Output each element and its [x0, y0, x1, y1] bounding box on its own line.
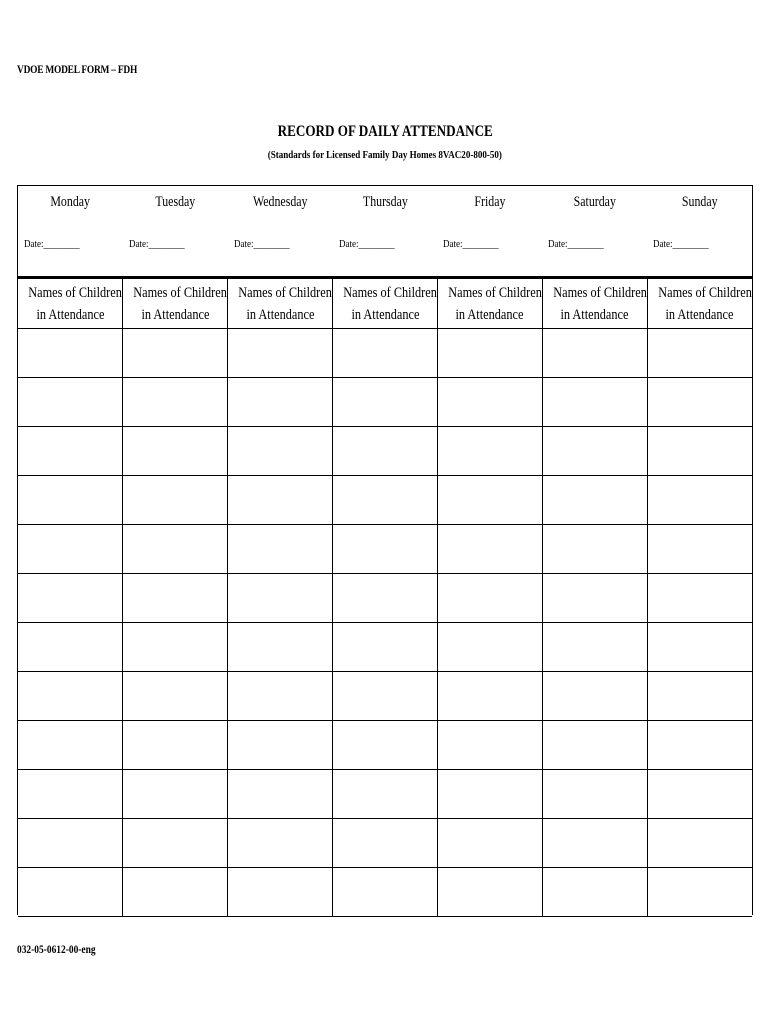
attendance-cell[interactable]	[647, 427, 752, 476]
day-name	[542, 194, 647, 211]
column-header-line1: Names of Children	[448, 284, 542, 301]
table-row	[18, 770, 752, 819]
page-subtitle-text: (Standards for Licensed Family Day Homes 8VAC20-800-50)	[267, 149, 503, 161]
day-column-tuesday	[123, 186, 228, 276]
attendance-cell[interactable]	[123, 378, 228, 427]
attendance-cell[interactable]	[647, 329, 752, 378]
date-field[interactable]	[129, 238, 197, 250]
attendance-cell[interactable]	[18, 819, 123, 868]
attendance-cell[interactable]	[333, 574, 438, 623]
attendance-cell[interactable]	[333, 329, 438, 378]
attendance-cell[interactable]	[18, 378, 123, 427]
day-name-text: Monday	[50, 194, 91, 210]
column-header	[228, 279, 333, 329]
table-row	[18, 329, 752, 378]
date-field[interactable]	[24, 238, 92, 250]
date-field-label: Date:________	[24, 238, 80, 250]
attendance-cell[interactable]	[228, 770, 333, 819]
column-header-line1: Names of Children	[238, 284, 333, 301]
day-column-monday	[18, 186, 123, 276]
form-code: VDOE MODEL FORM – FDH	[17, 64, 138, 76]
attendance-cell[interactable]	[18, 476, 123, 525]
day-name-text: Sunday	[681, 194, 718, 210]
attendance-cell[interactable]	[333, 427, 438, 476]
column-header-line2: in Attendance	[455, 306, 524, 323]
attendance-cell[interactable]	[228, 721, 333, 770]
day-name	[333, 194, 438, 211]
attendance-cell[interactable]	[123, 721, 228, 770]
table-row	[18, 525, 752, 574]
column-header-line2: in Attendance	[665, 306, 734, 323]
day-name-text: Saturday	[573, 194, 616, 210]
attendance-cell[interactable]	[123, 476, 228, 525]
attendance-cell[interactable]	[123, 770, 228, 819]
attendance-cell[interactable]	[647, 868, 752, 917]
column-header	[18, 279, 123, 329]
day-name	[437, 194, 542, 211]
attendance-cell[interactable]	[228, 525, 333, 574]
table-row	[18, 672, 752, 721]
date-field[interactable]	[234, 238, 302, 250]
attendance-cell[interactable]	[123, 574, 228, 623]
attendance-cell[interactable]	[18, 623, 123, 672]
attendance-cell[interactable]	[647, 770, 752, 819]
attendance-cell[interactable]	[18, 672, 123, 721]
column-header-line1: Names of Children	[343, 284, 437, 301]
column-header	[542, 279, 647, 329]
column-header	[123, 279, 228, 329]
attendance-cell[interactable]	[647, 476, 752, 525]
table-row	[18, 574, 752, 623]
attendance-cell[interactable]	[18, 868, 123, 917]
attendance-cell[interactable]	[437, 868, 542, 917]
footer-code: 032-05-0612-00-eng	[17, 944, 96, 956]
attendance-cell[interactable]	[228, 623, 333, 672]
attendance-cell[interactable]	[333, 672, 438, 721]
attendance-cell[interactable]	[123, 623, 228, 672]
attendance-cell[interactable]	[228, 672, 333, 721]
attendance-cell[interactable]	[437, 427, 542, 476]
attendance-cell[interactable]	[542, 868, 647, 917]
column-header-line1: Names of Children	[28, 284, 122, 301]
day-name	[228, 194, 333, 211]
table-row	[18, 378, 752, 427]
attendance-cell[interactable]	[647, 623, 752, 672]
attendance-cell[interactable]	[542, 623, 647, 672]
page-subtitle	[0, 149, 770, 161]
attendance-cell[interactable]	[647, 721, 752, 770]
attendance-cell[interactable]	[123, 672, 228, 721]
attendance-cell[interactable]	[647, 378, 752, 427]
attendance-cell[interactable]	[228, 574, 333, 623]
date-field[interactable]	[443, 238, 511, 250]
attendance-cell[interactable]	[228, 868, 333, 917]
table-row	[18, 476, 752, 525]
day-name	[18, 194, 123, 211]
day-name-text: Wednesday	[252, 194, 308, 210]
day-column-thursday	[333, 186, 438, 276]
attendance-cell[interactable]	[123, 525, 228, 574]
date-field-label: Date:________	[443, 238, 500, 250]
date-field[interactable]	[653, 238, 721, 250]
table-row	[18, 427, 752, 476]
attendance-cell[interactable]	[647, 819, 752, 868]
table-row	[18, 819, 752, 868]
attendance-cell[interactable]	[437, 329, 542, 378]
attendance-cell[interactable]	[18, 574, 123, 623]
attendance-sheet	[17, 185, 753, 915]
date-field-label: Date:________	[128, 238, 185, 250]
date-field-label: Date:________	[548, 238, 604, 250]
attendance-cell[interactable]	[437, 623, 542, 672]
table-row	[18, 623, 752, 672]
attendance-cell[interactable]	[647, 672, 752, 721]
date-field[interactable]	[339, 238, 407, 250]
attendance-cell[interactable]	[333, 819, 438, 868]
attendance-cell[interactable]	[333, 378, 438, 427]
column-header-line2: in Attendance	[36, 306, 105, 323]
attendance-cell[interactable]	[18, 427, 123, 476]
column-header-line1: Names of Children	[657, 284, 752, 301]
attendance-cell[interactable]	[333, 721, 438, 770]
attendance-rows	[18, 329, 752, 917]
attendance-cell[interactable]	[542, 329, 647, 378]
day-column-saturday	[542, 186, 647, 276]
column-header	[437, 279, 542, 329]
attendance-cell[interactable]	[228, 476, 333, 525]
attendance-cell[interactable]	[542, 574, 647, 623]
attendance-cell[interactable]	[647, 574, 752, 623]
day-name-text: Friday	[474, 194, 506, 210]
attendance-cell[interactable]	[437, 574, 542, 623]
attendance-cell[interactable]	[18, 329, 123, 378]
attendance-cell[interactable]	[542, 427, 647, 476]
attendance-cell[interactable]	[333, 525, 438, 574]
attendance-cell[interactable]	[18, 770, 123, 819]
attendance-cell[interactable]	[123, 868, 228, 917]
column-header	[647, 279, 752, 329]
attendance-cell[interactable]	[228, 378, 333, 427]
attendance-cell[interactable]	[437, 819, 542, 868]
attendance-cell[interactable]	[542, 819, 647, 868]
column-header-line2: in Attendance	[560, 306, 629, 323]
column-header-line1: Names of Children	[133, 284, 228, 301]
date-field-label: Date:________	[338, 238, 395, 250]
attendance-table	[18, 278, 752, 917]
date-field[interactable]	[548, 238, 616, 250]
column-header	[333, 279, 438, 329]
day-column-wednesday	[228, 186, 333, 276]
attendance-cell[interactable]	[123, 819, 228, 868]
attendance-cell[interactable]	[333, 476, 438, 525]
column-header-row	[18, 279, 752, 329]
day-header-row	[18, 186, 752, 278]
attendance-cell[interactable]	[228, 329, 333, 378]
attendance-cell[interactable]	[228, 427, 333, 476]
attendance-cell[interactable]	[437, 378, 542, 427]
attendance-cell[interactable]	[333, 623, 438, 672]
day-name-text: Tuesday	[155, 194, 196, 210]
attendance-cell[interactable]	[437, 770, 542, 819]
column-header-line2: in Attendance	[246, 306, 315, 323]
column-header-line2: in Attendance	[350, 306, 419, 323]
attendance-cell[interactable]	[437, 525, 542, 574]
attendance-cell[interactable]	[542, 378, 647, 427]
day-column-friday	[437, 186, 542, 276]
day-name-text: Thursday	[362, 194, 408, 210]
attendance-cell[interactable]	[542, 525, 647, 574]
attendance-cell[interactable]	[18, 525, 123, 574]
attendance-cell[interactable]	[542, 721, 647, 770]
attendance-cell[interactable]	[542, 476, 647, 525]
day-name	[647, 194, 752, 211]
attendance-cell[interactable]	[437, 672, 542, 721]
column-header-line2: in Attendance	[141, 306, 210, 323]
table-row	[18, 721, 752, 770]
day-column-sunday	[647, 186, 752, 276]
day-name	[123, 194, 228, 211]
attendance-cell[interactable]	[123, 427, 228, 476]
page-title-text: RECORD OF DAILY ATTENDANCE	[277, 123, 493, 140]
column-header-line1: Names of Children	[552, 284, 647, 301]
attendance-cell[interactable]	[437, 721, 542, 770]
attendance-cell[interactable]	[333, 770, 438, 819]
attendance-cell[interactable]	[123, 329, 228, 378]
attendance-cell[interactable]	[647, 525, 752, 574]
table-row	[18, 868, 752, 917]
attendance-cell[interactable]	[228, 819, 333, 868]
attendance-cell[interactable]	[542, 672, 647, 721]
attendance-cell[interactable]	[333, 868, 438, 917]
date-field-label: Date:________	[233, 238, 290, 250]
attendance-cell[interactable]	[18, 721, 123, 770]
attendance-cell[interactable]	[437, 476, 542, 525]
date-field-label: Date:________	[653, 238, 709, 250]
attendance-cell[interactable]	[542, 770, 647, 819]
page-title	[0, 123, 770, 141]
